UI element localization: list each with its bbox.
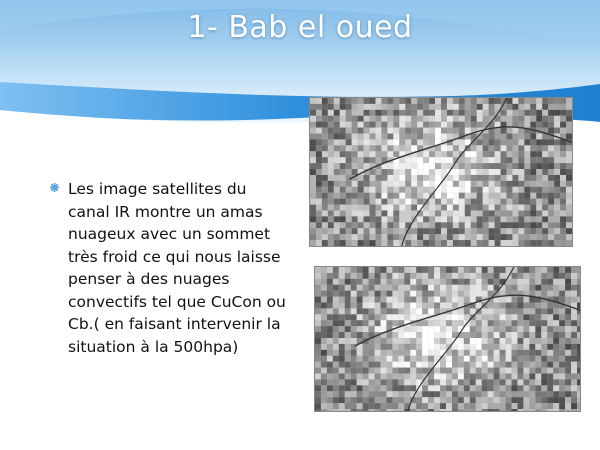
satellite-image-bottom bbox=[314, 266, 581, 412]
bullet-text: Les image satellites du canal IR montre un amas nuageux avec un sommet très froid ce qui nous laisse penser à des nuages convectifs tel que CuCon ou Cb.( en faisant intervenir la situation à la 500hpa) bbox=[68, 180, 286, 356]
bullet-text-block bbox=[48, 178, 293, 358]
satellite-image-top bbox=[309, 97, 573, 247]
slide-title: 1- Bab el oued bbox=[187, 10, 413, 45]
